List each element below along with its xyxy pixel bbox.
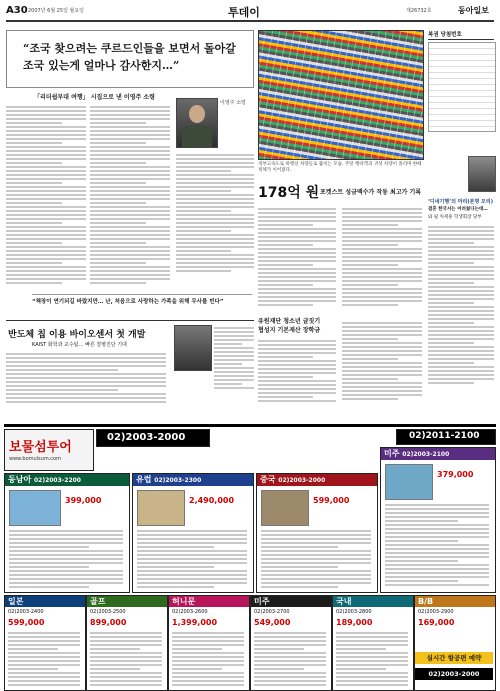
ad-tab-phone: 02)2003-2100 xyxy=(402,451,450,458)
ad-details xyxy=(8,630,80,688)
ad-tab-label: 일본 xyxy=(8,597,24,606)
feature-pullquote: “책장이 연기되길 바랐지만… 난, 처음으로 사랑하는 가족을 위해 무사를 빈다” xyxy=(32,294,252,305)
ad-photo xyxy=(9,490,61,526)
biosensor-article xyxy=(6,320,254,421)
edition-number: 제26732호 xyxy=(406,8,432,14)
ad-panel-americas-2 xyxy=(250,595,332,691)
ad-price: 899,000 xyxy=(90,618,127,627)
ad-price: 1,399,000 xyxy=(172,618,218,627)
ad-tab-phone: 02)2003-2200 xyxy=(33,477,81,484)
ad-tab-label: 국내 xyxy=(336,597,352,606)
portrait-caption: 이영주 소령 xyxy=(220,100,246,106)
ad-tab-label: 동남아 xyxy=(8,475,32,484)
page-number: A30 xyxy=(6,5,28,16)
story-big-number: 178억 원 xyxy=(258,185,320,201)
paper-name: 동아일보 xyxy=(458,6,489,15)
essay-body-2 xyxy=(342,320,422,402)
ad-panel-bb xyxy=(414,595,496,691)
feature-body-col2 xyxy=(90,104,170,286)
ad-panel-americas xyxy=(380,447,496,593)
ad-panel-honeymoon xyxy=(168,595,250,691)
ad-right-phone-box xyxy=(396,429,496,445)
ad-right-phone: 02)2011-2100 xyxy=(409,431,480,441)
ad-price: 189,000 xyxy=(336,618,373,627)
photo-story xyxy=(258,24,424,312)
ad-tab-label: 미주 xyxy=(384,449,400,458)
right-feature-title: ‘디네기행’의 마리(본명 모리) xyxy=(428,199,493,205)
ad-details xyxy=(261,528,371,590)
ad-tab-phone: 02)2003-2400 xyxy=(8,609,44,615)
section-title: 투데이 xyxy=(228,6,260,19)
ad-tab-phone: 02)2003-2300 xyxy=(154,477,202,484)
right-body xyxy=(428,224,494,386)
biosensor-byline: KAIST 화학과 교수팀… 빠른 질병진단 기대 xyxy=(32,342,127,348)
researcher-photo xyxy=(174,325,212,371)
ad-brand-box xyxy=(4,429,94,471)
ad-price: 549,000 xyxy=(254,618,291,627)
ad-panel-golf xyxy=(86,595,168,691)
ad-details xyxy=(172,630,244,688)
story-headline: 포켓스트 성금액수가 작동 최고가 기록 xyxy=(320,189,422,196)
ad-panel-japan xyxy=(4,595,86,691)
biosensor-body xyxy=(6,351,166,405)
feature-article xyxy=(6,24,254,312)
ad-details xyxy=(385,502,489,588)
essay-body xyxy=(258,338,336,404)
feature-body-col3 xyxy=(176,152,254,274)
ad-tab-label: 허니문 xyxy=(172,597,196,606)
biosensor-headline: 반도체 칩 이용 바이오센서 첫 개발 xyxy=(8,330,146,340)
ad-panel-europe xyxy=(132,473,254,593)
ad-brand-url: www.bomulsum.com xyxy=(9,456,61,462)
ad-tab-phone: 02)2003-2500 xyxy=(90,609,126,615)
essay-headline: 유원재단 청소년 글짓기 xyxy=(258,318,321,325)
ad-bottom-banner: 실시간 항공편 예약 xyxy=(415,652,493,664)
ad-tab-phone: 02)2003-2800 xyxy=(336,609,372,615)
ad-tab-phone: 02)2003-2000 xyxy=(278,477,326,484)
ad-photo xyxy=(385,464,433,500)
right-feature-sub2: 와 필 처세훈 학생회장 당부 xyxy=(428,215,482,220)
issue-date: 2007년 6월 25일 월요일 xyxy=(28,8,85,14)
ad-panel-domestic xyxy=(332,595,414,691)
ad-main-phone-box xyxy=(96,429,210,447)
ad-tab-label: 미주 xyxy=(254,597,270,606)
ad-details xyxy=(254,630,326,688)
ad-panel-china xyxy=(256,473,378,593)
right-column xyxy=(428,24,496,389)
biosensor-body-right xyxy=(214,325,254,391)
ad-tab-label: 유럽 xyxy=(136,475,152,484)
ad-main-phone: 02)2003-2000 xyxy=(107,432,186,443)
ad-tab-phone: 02)2003-2700 xyxy=(254,609,290,615)
ad-price: 2,490,000 xyxy=(189,496,235,505)
ad-tab-label: B/B xyxy=(418,597,434,606)
traffic-photo xyxy=(258,30,424,160)
ad-details xyxy=(336,630,408,688)
feature-body-col1 xyxy=(6,104,86,286)
story-body-col2 xyxy=(342,206,422,308)
ad-details xyxy=(9,528,123,590)
ad-panel-southeast-asia xyxy=(4,473,130,593)
ad-brand-name: 보물섬투어 xyxy=(9,440,72,455)
ad-price: 599,000 xyxy=(313,496,350,505)
ad-tab-label: 골프 xyxy=(90,597,106,606)
ad-tab-label: 중국 xyxy=(260,475,276,484)
portrait-photo xyxy=(176,98,218,148)
ad-price: 399,000 xyxy=(65,496,102,505)
ad-price: 169,000 xyxy=(418,618,455,627)
ad-details xyxy=(90,630,162,688)
ad-photo xyxy=(261,490,309,526)
feature-headline-box xyxy=(6,30,254,88)
ad-photo xyxy=(137,490,185,526)
ad-details xyxy=(137,528,247,590)
ad-tab-phone: 02)2003-2900 xyxy=(418,609,454,615)
right-feature-sub: 결혼 한국서는 어려웠다는데… xyxy=(428,207,488,212)
ad-price: 599,000 xyxy=(8,618,45,627)
feature-headline: “조국 찾으려는 쿠르드인들을 보면서 돌아갈 조국 있는게 얼마나 감사한지…” xyxy=(23,42,236,72)
right-feature-portrait xyxy=(468,156,496,192)
photo-caption: 경부고속도로 하행선 차량들로 붐비는 모습. 주말 행락객과 귀성 차량이 몰리며 한때 정체가 이어졌다. xyxy=(258,162,422,173)
story-body-col1 xyxy=(258,206,336,308)
ad-price: 379,000 xyxy=(437,470,474,479)
lottery-table xyxy=(428,42,496,132)
travel-ad xyxy=(4,424,496,691)
ad-bottom-phone: 02)2003-2000 xyxy=(415,668,493,680)
page-header xyxy=(6,2,494,22)
feature-subhead: 「리더쉽부대 여행」 시집으로 낸 이영주 소령 xyxy=(34,94,155,101)
lottery-box-title: 복권 당첨번호 xyxy=(428,30,494,40)
essay-sub: 협성지 기본재산 장학금 xyxy=(258,327,321,334)
ad-tab-phone: 02)2003-2600 xyxy=(172,609,208,615)
essay-article xyxy=(258,316,424,420)
